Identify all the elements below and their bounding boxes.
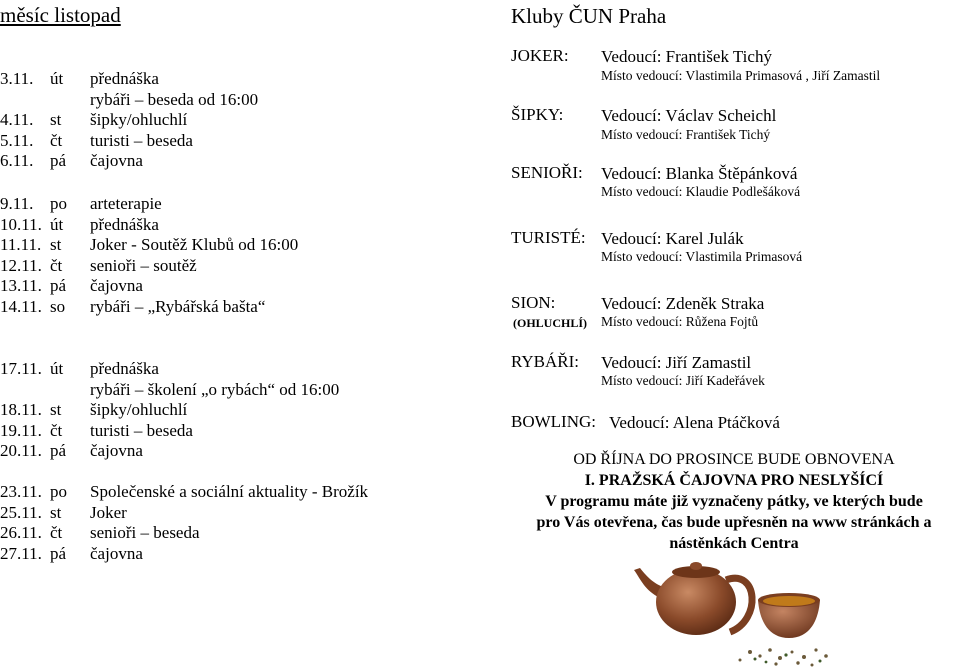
event-text: čajovna <box>90 276 143 296</box>
event-date: 19.11. <box>0 420 42 440</box>
teapot-and-teacup-illustration <box>630 540 840 670</box>
club-deputy-turiste: Místo vedoucí: Vlastimila Primasová <box>601 249 803 264</box>
event-date: 11.11. <box>0 235 42 255</box>
event-text: rybáři – beseda od 16:00 <box>90 89 259 109</box>
event-weekday: pá <box>50 151 67 171</box>
event-text: šipky/ohluchlí <box>90 400 188 420</box>
month-title: měsíc listopad <box>0 3 121 27</box>
event-weekday: út <box>50 214 64 234</box>
event-text: Joker <box>90 502 127 522</box>
event-date: 18.11. <box>0 400 42 420</box>
event-weekday: po <box>50 482 67 501</box>
clubs-title: Kluby ČUN Praha <box>511 4 667 28</box>
event-date: 5.11. <box>0 130 34 150</box>
tea-room-notice <box>508 449 960 554</box>
event-weekday: st <box>50 400 62 420</box>
event-weekday: st <box>50 110 62 130</box>
event-text: čajovna <box>90 151 143 171</box>
event-date: 27.11. <box>0 543 42 563</box>
event-weekday: po <box>50 194 67 213</box>
event-date: 26.11. <box>0 523 42 543</box>
event-text: turisti – beseda <box>90 130 193 150</box>
event-date: 14.11. <box>0 297 42 316</box>
club-leader-turiste: Vedoucí: Karel Julák <box>601 229 744 248</box>
club-deputy-sion: Místo vedoucí: Růžena Fojtů <box>601 314 759 329</box>
event-weekday: pá <box>50 543 67 563</box>
club-name-turiste: TURISTÉ: <box>511 228 586 247</box>
event-date: 12.11. <box>0 255 42 275</box>
club-deputy-seniori: Místo vedoucí: Klaudie Podlešáková <box>601 184 801 199</box>
event-text: Společenské a sociální aktuality - Brožík <box>90 482 369 501</box>
club-leader-sion: Vedoucí: Zdeněk Straka <box>601 294 765 313</box>
event-date: 23.11. <box>0 482 42 501</box>
event-text: rybáři – „Rybářská bašta“ <box>90 297 266 316</box>
event-date: 4.11. <box>0 110 34 130</box>
event-weekday: st <box>50 235 62 255</box>
event-weekday: čt <box>50 130 63 150</box>
event-date: 9.11. <box>0 194 34 213</box>
notice-line-3: V programu máte již vyznačeny pátky, ve kterých bude <box>545 493 923 510</box>
event-text: čajovna <box>90 441 143 461</box>
club-name-joker: JOKER: <box>511 46 569 65</box>
event-date: 13.11. <box>0 276 42 296</box>
club-subname-sion: (OHLUCHLÍ) <box>513 316 588 330</box>
club-leader-seniori: Vedoucí: Blanka Štěpánková <box>601 164 798 183</box>
event-text: šipky/ohluchlí <box>90 110 188 130</box>
notice-line-5: nástěnkách Centra <box>669 535 799 552</box>
event-text: senioři – beseda <box>90 523 200 543</box>
club-leader-rybari: Vedoucí: Jiří Zamastil <box>601 353 752 372</box>
club-leader-sipky: Vedoucí: Václav Scheichl <box>601 106 777 125</box>
event-text: arteterapie <box>90 194 162 213</box>
notice-line-4: pro Vás otevřena, čas bude upřesněn na www stránkách a <box>536 514 932 531</box>
club-name-seniori: SENIOŘI: <box>511 163 583 182</box>
event-text: přednáška <box>90 359 159 378</box>
club-deputy-sipky: Místo vedoucí: František Tichý <box>601 127 771 142</box>
club-deputy-rybari: Místo vedoucí: Jiří Kadeřávek <box>601 373 765 388</box>
event-weekday: čt <box>50 523 63 543</box>
event-weekday: st <box>50 502 62 522</box>
event-weekday: pá <box>50 441 67 461</box>
event-date: 17.11. <box>0 359 42 378</box>
event-weekday: pá <box>50 276 67 296</box>
event-date: 25.11. <box>0 502 42 522</box>
event-weekday: út <box>50 69 64 88</box>
event-text: rybáři – školení „o rybách“ od 16:00 <box>90 379 340 399</box>
club-deputy-joker: Místo vedoucí: Vlastimila Primasová , Jiří Zamastil <box>601 68 881 83</box>
club-name-sion: SION: <box>511 293 556 312</box>
event-weekday: út <box>50 359 64 378</box>
event-text: přednáška <box>90 214 159 234</box>
event-date: 6.11. <box>0 151 34 171</box>
notice-line-2: I. PRAŽSKÁ ČAJOVNA PRO NESLYŠÍCÍ <box>584 472 884 489</box>
event-text: Joker - Soutěž Klubů od 16:00 <box>90 235 299 255</box>
event-date: 20.11. <box>0 441 42 461</box>
club-leader-joker: Vedoucí: František Tichý <box>601 47 772 66</box>
event-text: čajovna <box>90 543 143 563</box>
club-name-bowling: BOWLING: <box>511 412 596 431</box>
event-weekday: čt <box>50 255 63 275</box>
event-date: 10.11. <box>0 214 42 234</box>
event-date: 3.11. <box>0 69 34 88</box>
event-text: senioři – soutěž <box>90 255 197 275</box>
event-weekday: so <box>50 297 66 316</box>
club-name-rybari: RYBÁŘI: <box>511 352 580 371</box>
club-leader-bowling: Vedoucí: Alena Ptáčková <box>609 413 780 432</box>
event-text: přednáška <box>90 69 159 88</box>
notice-line-1: OD ŘÍJNA DO PROSINCE BUDE OBNOVENA <box>573 451 895 468</box>
event-weekday: čt <box>50 420 63 440</box>
club-name-sipky: ŠIPKY: <box>511 105 564 124</box>
event-text: turisti – beseda <box>90 420 193 440</box>
